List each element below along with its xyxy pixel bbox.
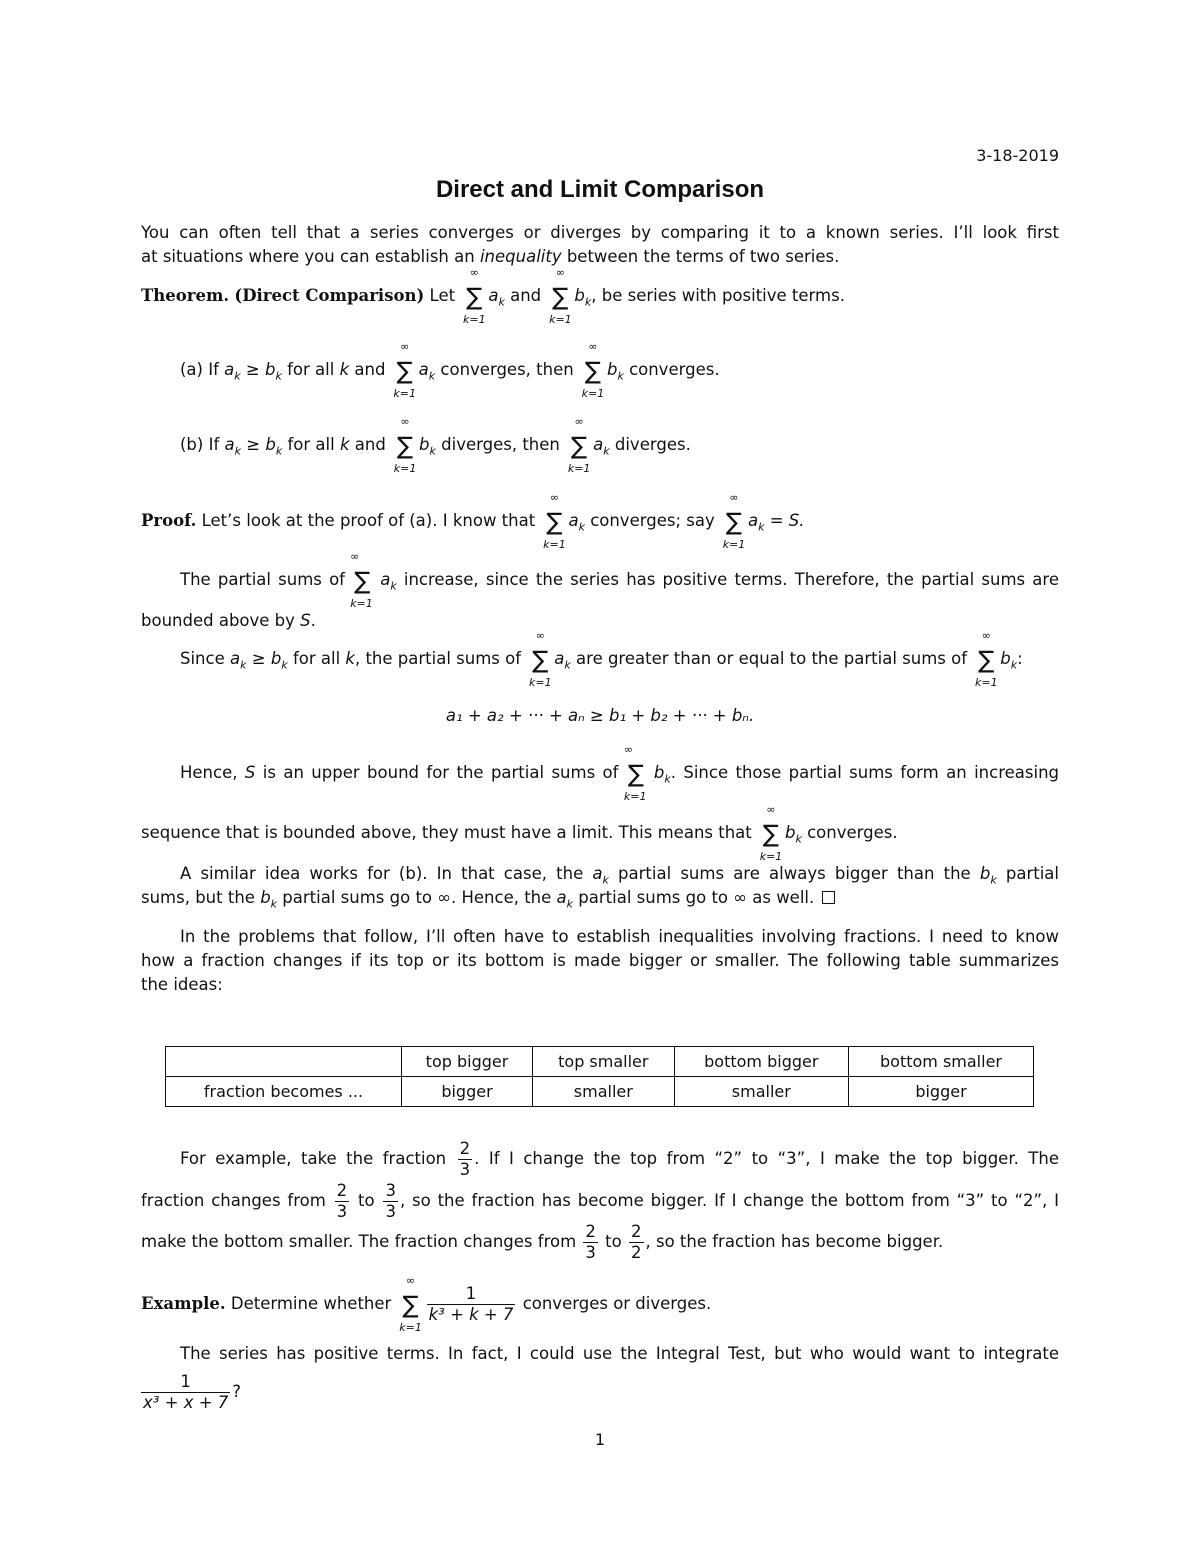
proof-line-6: sequence that is bounded above, they must have a limit. This means that ∞ ∑ k=1 $b_k$ converges.: [141, 802, 898, 863]
example-line-3: $\frac{1}{\text{x³ + x + 7}}$ ?: [143, 1372, 242, 1412]
page-title: Direct and Limit Comparison: [435, 176, 765, 203]
theorem-statement: Theorem. (Direct Comparison) Let ∞ ∑ k=1 $a_k$ and ∞ ∑ k=1 $b_k$, be series with positive terms.: [141, 265, 845, 326]
partial-sum-inequality: a₁ + a₂ + ··· + aₙ ≥ b₁ + b₂ + ··· + bₙ.: [445, 706, 755, 725]
table-header-row: [166, 1047, 1034, 1077]
table-cell: fraction becomes ...: [166, 1077, 402, 1107]
proof-line-7: A similar idea works for (b). In that case, the $a_k$ partial sums are always bigger than the $b_k$ partial: [180, 864, 1059, 887]
proof-line-8: sums, but the $b_k$ partial sums go to ∞. Hence, the $a_k$ partial sums go to ∞ as well.: [141, 886, 1059, 910]
example-line-2: The series has positive terms. In fact, I could use the Integral Test, but who would want to integrate: [180, 1344, 1059, 1363]
intro-line-1: You can often tell that a series converges or diverges by comparing it to a known series. I’ll look first: [141, 223, 1059, 242]
table-header-cell: bottom smaller: [849, 1047, 1034, 1077]
theorem-part-a: (a) If $a_k \ge b_k$ for all k and ∞ ∑ k=1 $a_k$ converges, then ∞ ∑ k=1 $b_k$ converges.: [180, 339, 720, 400]
table-cell: bigger: [401, 1077, 532, 1107]
fraction-example-line-3: make the bottom smaller. The fraction changes from $\frac{2}{3}$ to $\frac{2}{2}$ , so the fraction has become bigger.: [141, 1222, 944, 1262]
table-cell: smaller: [674, 1077, 848, 1107]
date: 3-18-2019: [976, 146, 1059, 165]
theorem-part-b: (b) If $a_k \ge b_k$ for all k and ∞ ∑ k=1 $b_k$ diverges, then ∞ ∑ k=1 $a_k$ diverges.: [180, 414, 691, 475]
table-header-cell: top bigger: [401, 1047, 532, 1077]
proof-line-4: Since $a_k \ge b_k$ for all k, the partial sums of ∞ ∑ k=1 $a_k$ are greater than or equal to the partial sums of ∞ ∑ k=1 $b_k$:: [180, 628, 1023, 689]
table-cell: bigger: [849, 1077, 1034, 1107]
proof-line-3: bounded above by S.: [141, 611, 316, 630]
fraction-summary-table: [165, 1046, 1034, 1107]
example-statement: Example. Determine whether ∞ ∑ k=1 $\frac{1}{\text{k³ + k + 7}}$ converges or diverges.: [141, 1273, 712, 1334]
fractions-line-2: how a fraction changes if its top or its bottom is made bigger or smaller. The following table summarizes: [141, 951, 1059, 970]
fraction-example-line-2: fraction changes from $\frac{2}{3}$ to $\frac{3}{3}$ , so the fraction has become bigger. If I change the bottom from “3” to “2”, I: [141, 1181, 1060, 1221]
table-row: [166, 1077, 1034, 1107]
fraction-example-line-1: For example, take the fraction $\frac{2}{3}$ . If I change the top from “2” to “3”, I make the top bigger. The: [180, 1139, 1060, 1179]
table-cell: smaller: [533, 1077, 675, 1107]
table-header-cell: [166, 1047, 402, 1077]
intro-line-2: at situations where you can establish an inequality between the terms of two series.: [141, 247, 840, 266]
table-header-cell: bottom bigger: [674, 1047, 848, 1077]
proof-line-2: The partial sums of ∞ ∑ k=1 $a_k$ increase, since the series has positive terms. Therefore, the partial sums are: [180, 549, 1059, 610]
page-number: 1: [594, 1430, 606, 1449]
fractions-line-3: the ideas:: [141, 975, 223, 994]
proof-line-5: Hence, S is an upper bound for the partial sums of ∞ ∑ k=1 $b_k$. Since those partial sums form an increasing: [180, 742, 1060, 803]
fractions-line-1: In the problems that follow, I’ll often have to establish inequalities involving fractions. I need to know: [180, 927, 1059, 946]
qed-box-icon: [822, 891, 835, 904]
proof-line-1: Proof. Let’s look at the proof of (a). I know that ∞ ∑ k=1 $a_k$ converges; say ∞ ∑ k=1 $a_k = S$.: [141, 490, 805, 551]
table-header-cell: top smaller: [533, 1047, 675, 1077]
